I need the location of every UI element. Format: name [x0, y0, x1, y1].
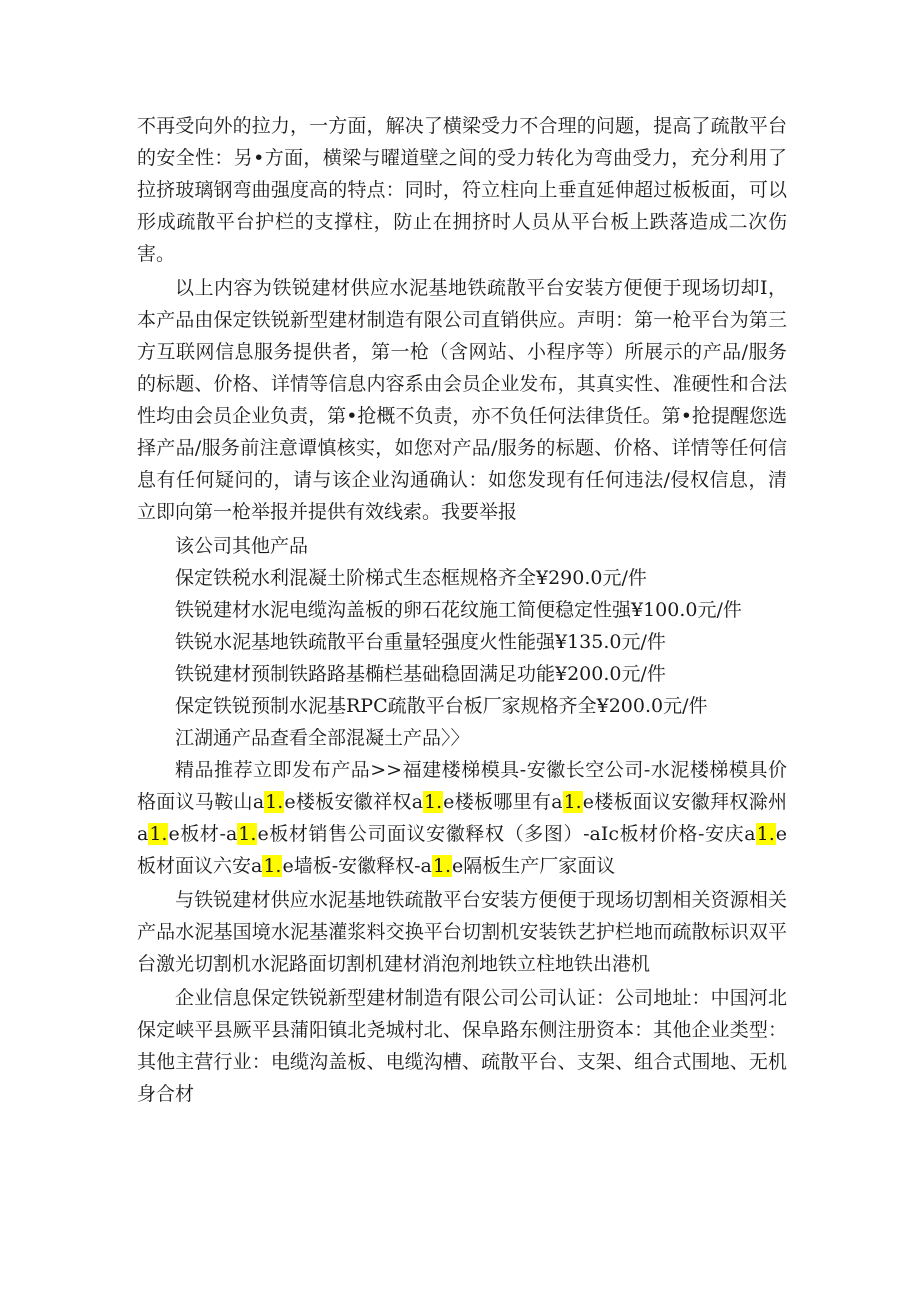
featured-text: e板材-a — [168, 823, 238, 845]
highlight-mark: 1. — [424, 791, 443, 813]
featured-text: 精品推荐立即发布产品>>福建楼梯模具-安徽长空公司-水泥楼梯模具价格面议马鞍山a — [137, 759, 787, 813]
product-item-3[interactable]: 铁锐水泥基地铁疏散平台重量轻强度火性能强¥135.0元/件 — [175, 631, 666, 653]
highlight-mark: 1. — [432, 855, 452, 877]
other-products-heading: 该公司其他产品 — [175, 535, 309, 557]
company-info: 企业信息保定铁锐新型建材制造有限公司公司认证：公司地址：中国河北保定峡平县厥平县蒲阳镇北尧城村北、保阜路东侧注册资本：其他企业类型：其他主营行业：电缆沟盖板、电缆沟槽、疏散平台、支架、组合式围地、无机身合材 — [137, 987, 787, 1105]
featured-text: e隔板生产厂家面议 — [452, 855, 616, 877]
related-resources: 与铁锐建材供应水泥基地铁疏散平台安装方便便于现场切割相关资源相关产品水泥基国境水泥基灌浆料交换平台切割机安装铁艺护栏地而疏散标识双平台激光切割机水泥路面切割机建材消泡剂地铁立柱地铁出港机 — [137, 889, 787, 975]
highlight-mark: 1. — [756, 823, 775, 845]
featured-text: e楼板安徽祥权a — [284, 791, 424, 813]
view-all-products-link[interactable]: 江湖通产品查看全部混凝土产品〉〉 — [175, 727, 470, 749]
disclaimer-paragraph: 以上内容为铁锐建材供应水泥基地铁疏散平台安装方便便于现场切却I，本产品由保定铁锐新型建材制造有限公司直销供应。声明：第一枪平台为第三方互联网信息服务提供者，第一枪（含网站、小程序等）所展示的产品/服务的标题、价格、详情等信息内容系由会员企业发布，其真实性、准硬性和合法性均由会员企业负责，第•抢概不负责，亦不负任何法律货任。第•抢提醒您选择产品/服务前注意谭慎核实，如您对产品/服务的标题、价格、详情等任何信息有任何疑问的，请与该企业沟通确认：如您发现有任何违法/侵权信息，清立即向第一枪举报并提供有效线索。我要举报 — [137, 277, 787, 523]
product-item-2[interactable]: 铁锐建材水泥电缆沟盖板的卵石花纹施工简便稳定性强¥100.0元/件 — [175, 599, 742, 621]
product-item-1[interactable]: 保定铁税水利混凝土阶梯式生态框规格齐全¥290.0元/件 — [175, 567, 647, 589]
document-page — [137, 110, 787, 1112]
featured-text: e楼板面议安徽拜权滁州a — [137, 791, 788, 845]
body-paragraph-1: 不再受向外的拉力，一方面，解决了横梁受力不合理的问题，提高了疏散平台的安全性：另•方面，横梁与曜道壁之间的受力转化为弯曲受力，充分利用了拉挤玻璃钢弯曲强度高的特点：同时，符立柱向上垂直延伸超过板板面，可以形成疏散平台护栏的支撑柱，防止在拥挤时人员从平台板上跌落造成二次伤害。 — [137, 115, 787, 265]
featured-text: e板材面议六安a — [137, 823, 787, 877]
featured-recommendations — [137, 754, 787, 882]
highlight-mark: 1. — [265, 791, 284, 813]
highlight-mark: 1. — [238, 823, 257, 845]
product-item-4[interactable]: 铁锐建材预制铁路路基椭栏基础稳固满足功能¥200.0元/件 — [175, 663, 666, 685]
product-item-5[interactable]: 保定铁锐预制水泥基RPC疏散平台板厂家规格齐全¥200.0元/件 — [175, 695, 708, 717]
featured-text: e板材销售公司面议安徽释权（多图）-aIc板材价格-安庆a — [257, 823, 756, 845]
highlight-mark: 1. — [563, 791, 582, 813]
featured-text: e墙板-安徽释权-a — [282, 855, 432, 877]
highlight-mark: 1. — [149, 823, 168, 845]
highlight-mark: 1. — [263, 855, 282, 877]
featured-text: e楼板哪里有a — [443, 791, 563, 813]
